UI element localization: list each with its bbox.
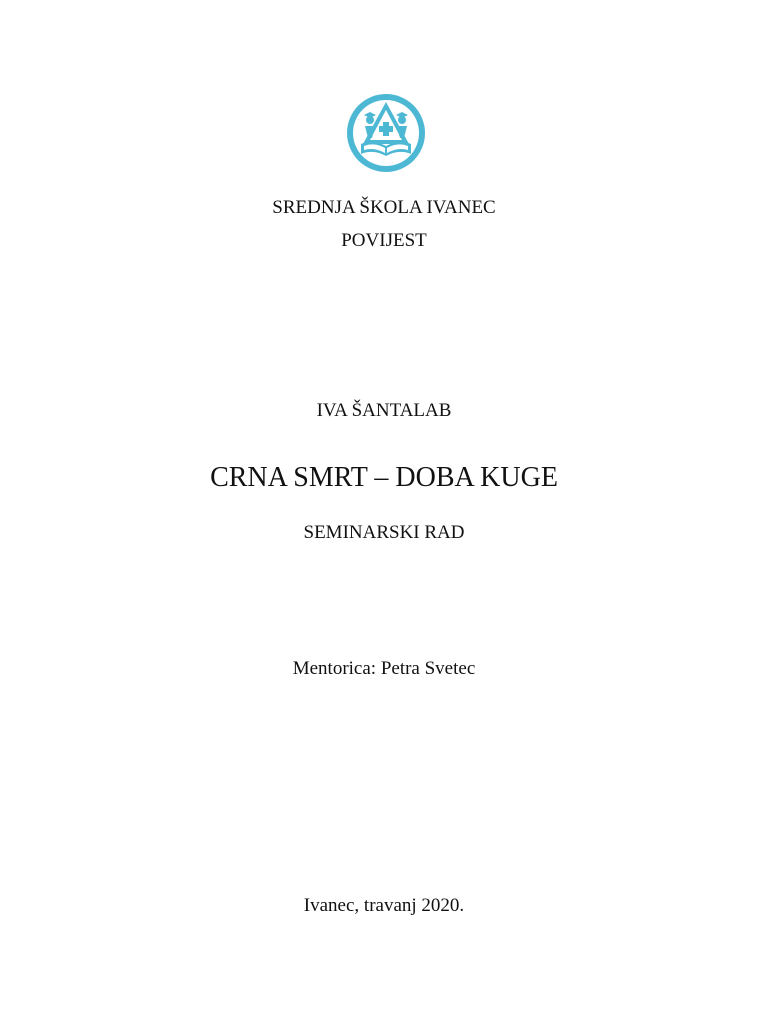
subject-name: POVIJEST — [341, 230, 427, 251]
mentor-line: Mentorica: Petra Svetec — [292, 658, 476, 679]
document-subtitle: SEMINARSKI RAD — [303, 522, 465, 543]
place-and-date: Ivanec, travanj 2020. — [303, 895, 465, 916]
school-emblem-icon — [345, 92, 427, 174]
document-title: CRNA SMRT – DOBA KUGE — [210, 462, 558, 493]
school-name: SREDNJA ŠKOLA IVANEC — [272, 197, 496, 218]
author-name: IVA ŠANTALAB — [316, 400, 452, 421]
